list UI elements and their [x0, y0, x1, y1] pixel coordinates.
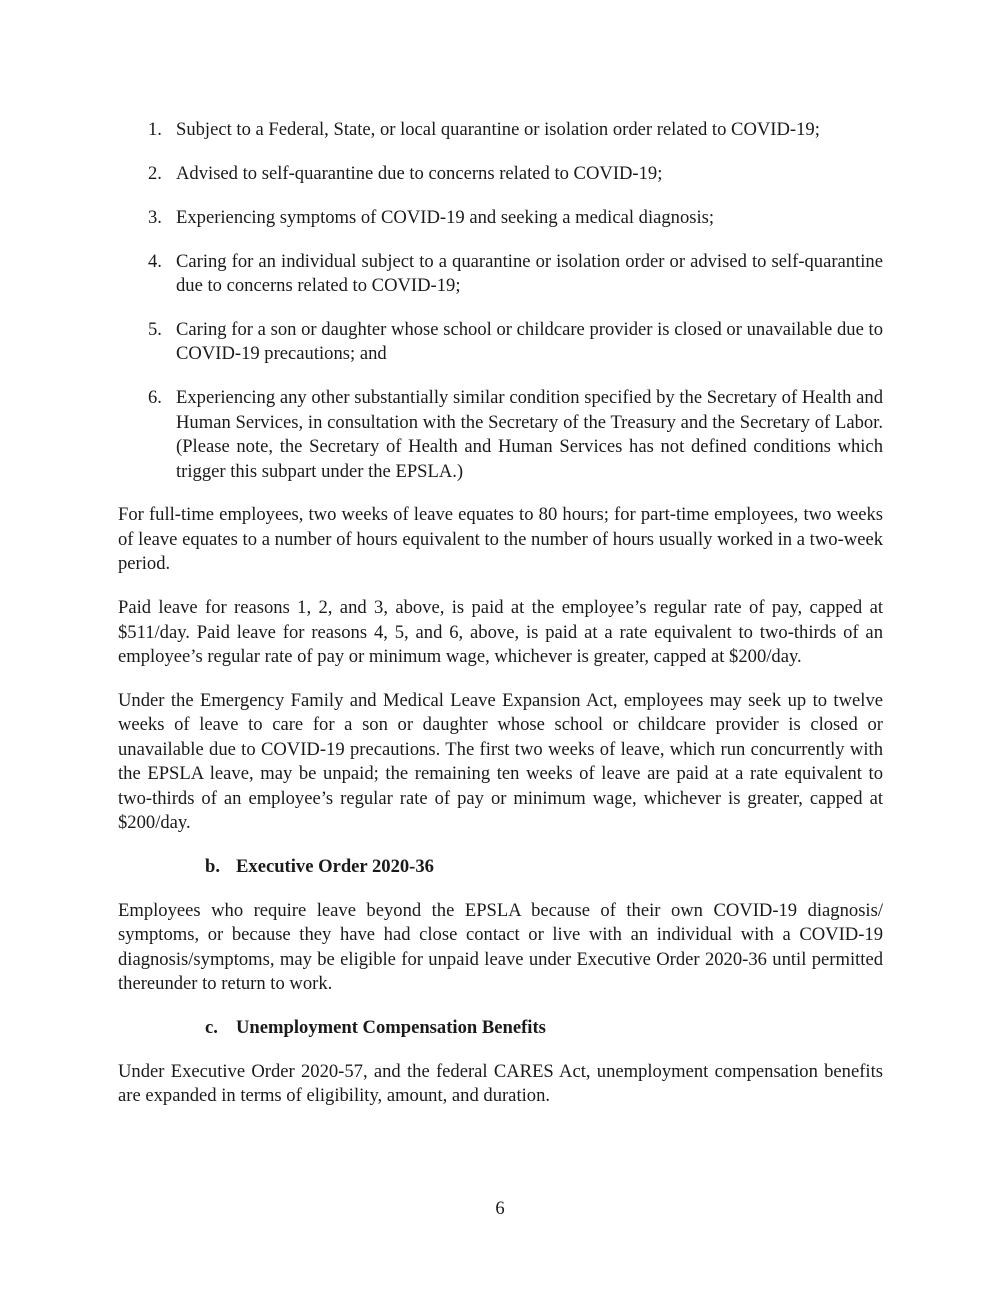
page-number: 6 — [495, 1198, 505, 1219]
list-number: 1. — [148, 119, 162, 140]
executive-order-paragraph: Employees who require leave beyond the EPSLA because of their own COVID-19 diagnosis/ symptoms, or because they have had close contact or live with an individual with a COVID-19 diagnosis/symptoms, may be eligible for unpaid leave under Executive Order 2020-36 until permitted thereunder to return to work. — [118, 899, 883, 994]
heading-title: Unemployment Compensation Benefits — [236, 1016, 546, 1038]
unemployment-paragraph: Under Executive Order 2020-57, and the federal CARES Act, unemployment compensation benefits are expanded in terms of eligibility, amount, and duration. — [118, 1060, 883, 1107]
list-text: Caring for an individual subject to a quarantine or isolation order or advised to self-quarantine due to concerns related to COVID-19; — [176, 250, 883, 297]
qualifying-reasons-list — [118, 118, 883, 484]
list-number: 6. — [148, 387, 162, 409]
list-item — [118, 118, 883, 142]
list-number: 2. — [148, 162, 162, 184]
list-number: 5. — [148, 319, 162, 341]
paid-leave-paragraph: Paid leave for reasons 1, 2, and 3, above, is paid at the employee’s regular rate of pay, capped at $511/day. Paid leave for reasons 4, 5, and 6, above, is paid at a rate equivalent to two-thirds of an employee’s regular rate of pay or minimum wage, whichever is greater, capped at $200/day. — [118, 597, 883, 667]
list-text: Advised to self-quarantine due to concerns related to COVID-19; — [176, 162, 663, 184]
list-item — [118, 318, 883, 367]
section-heading-b — [118, 855, 883, 879]
list-number: 3. — [148, 206, 162, 228]
heading-letter: c. — [205, 1016, 218, 1038]
heading-letter: b. — [205, 855, 220, 877]
heading-title: Executive Order 2020-36 — [236, 855, 434, 877]
efmlea-paragraph: Under the Emergency Family and Medical Leave Expansion Act, employees may seek up to twelve weeks of leave to care for a son or daughter whose school or childcare provider is closed or unavailable due to COVID-19 precautions. The first two weeks of leave, which run concurrently with the EPSLA leave, may be unpaid; the remaining ten weeks of leave are paid at a rate equivalent to two-thirds of an employee’s regular rate of pay or minimum wage, whichever is greater, capped at $200/day. — [118, 689, 883, 833]
list-text: Subject to a Federal, State, or local quarantine or isolation order related to COVID-19; — [176, 119, 820, 140]
list-item — [118, 386, 883, 484]
section-heading-c — [118, 1016, 883, 1040]
list-text: Experiencing symptoms of COVID-19 and seeking a medical diagnosis; — [176, 206, 715, 228]
list-item — [118, 250, 883, 299]
list-item — [118, 162, 883, 186]
document-page — [118, 118, 883, 1128]
full-time-paragraph: For full-time employees, two weeks of leave equates to 80 hours; for part-time employees, two weeks of leave equates to a number of hours equivalent to the number of hours usually worked in a two-week period. — [118, 504, 883, 575]
list-number: 4. — [148, 250, 162, 272]
list-item — [118, 206, 883, 230]
list-text: Experiencing any other substantially similar condition specified by the Secretary of Health and Human Services, in consultation with the Secretary of the Treasury and the Secretary of Labor. (Please note, the Secretary of Health and Human Services has not defined conditions which trigger this subpart under the EPSLA.) — [176, 387, 883, 482]
list-text: Caring for a son or daughter whose school or childcare provider is closed or unavailable due to COVID-19 precautions; and — [176, 319, 883, 365]
